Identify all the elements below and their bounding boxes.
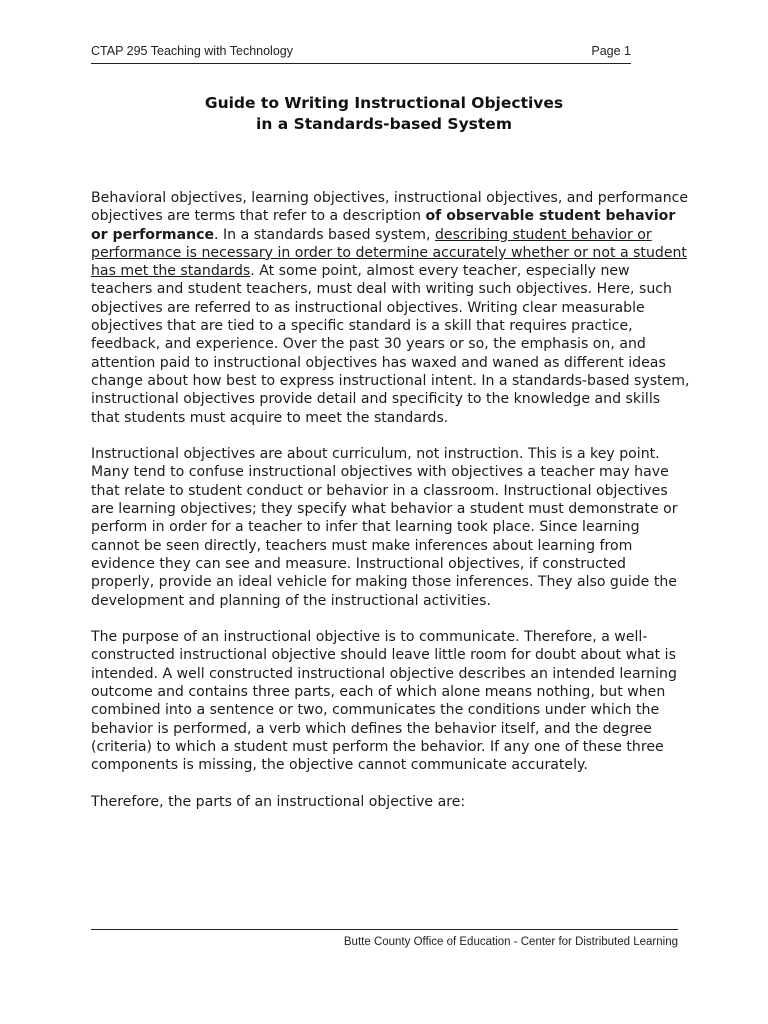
course-title: CTAP 295 Teaching with Technology xyxy=(91,44,293,58)
document-body xyxy=(91,189,691,829)
p1-text-e: . At some point, almost every teacher, especially new teachers and student teachers, must deal with writing such objectives. Here, such objectives are referred to as instructional objectives. Writing clear measurable objectives that are tied to a specific standard is a skill that requires practice, feedback, and experience. Over the past 30 years or so, the emphasis on, and attention paid to instructional objectives has waxed and waned as different ideas change about how best to express instructional intent. In a standards-based system, instructional objectives provide detail and specificity to the knowledge and skills that students must acquire to meet the standards. xyxy=(91,263,690,426)
p1-text-c: . In a standards based system, xyxy=(214,226,435,243)
paragraph-4: Therefore, the parts of an instructional objective are: xyxy=(91,793,466,810)
document-title xyxy=(91,93,677,135)
title-line-2: in a Standards-based System xyxy=(256,115,512,133)
paragraph-2: Instructional objectives are about curriculum, not instruction. This is a key point. Many tend to confuse instructional objectives with objectives a teacher may have that relate to student conduct or behavior in a classroom. Instructional objectives are learning objectives; they specify what behavior a student must demonstrate or perform in order for a teacher to infer that learning took place. Since learning cannot be seen directly, teachers must make inferences about learning from evidence they can see and measure. Instructional objectives, if constructed properly, provide an ideal vehicle for making those inferences. They also guide the development and planning of the instructional activities. xyxy=(91,446,678,609)
p1-underlined-phrase: describing student behavior or performance is necessary in order to determine accurately whether or not a student has met the standards xyxy=(91,226,687,280)
footer-text: Butte County Office of Education - Center for Distributed Learning xyxy=(343,936,678,948)
p1-text-a: Behavioral objectives, learning objectives, instructional objectives, and performance objectives are terms that refer to a description xyxy=(91,190,689,225)
paragraph-1 xyxy=(91,189,691,427)
title-line-1: Guide to Writing Instructional Objectives xyxy=(204,94,564,112)
page-footer xyxy=(91,929,678,948)
page-number: Page 1 xyxy=(591,44,631,58)
paragraph-3: The purpose of an instructional objective is to communicate. Therefore, a well-constructed instructional objective should leave little room for doubt about what is intended. A well constructed instructional objective describes an intended learning outcome and contains three parts, each of which alone means nothing, but when combined into a sentence or two, communicates the conditions under which the behavior is performed, a verb which defines the behavior itself, and the degree (criteria) to which a student must perform the behavior. If any one of these three components is missing, the objective cannot communicate accurately. xyxy=(91,629,677,774)
page-header xyxy=(91,44,631,64)
p1-bold-phrase: of observable student behavior or performance xyxy=(91,208,676,243)
